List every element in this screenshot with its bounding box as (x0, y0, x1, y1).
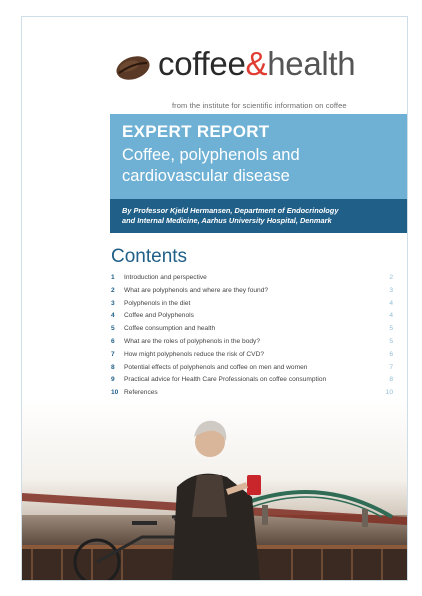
report-title-band (110, 114, 407, 199)
toc-number: 10 (111, 389, 119, 397)
toc-page: 5 (389, 325, 393, 333)
toc-item (111, 325, 393, 338)
toc-number: 9 (111, 376, 115, 384)
brand-name-health: health (267, 45, 356, 82)
brand-name-ampersand: & (245, 45, 268, 82)
toc-title: Coffee and Polyphenols (124, 312, 194, 320)
toc-number: 5 (111, 325, 115, 333)
toc-number: 1 (111, 274, 115, 281)
report-label: EXPERT REPORT (122, 122, 270, 141)
toc-page: 4 (389, 299, 393, 307)
author-line-2: and Internal Medicine, Aarhus University Hospital, Denmark (122, 216, 332, 225)
author-line-1: By Professor Kjeld Hermansen, Department of Endocrinology (122, 206, 339, 215)
brand-tagline: from the institute for scientific information on coffee (172, 101, 347, 110)
toc-page: 4 (389, 312, 393, 320)
toc-page: 6 (389, 350, 393, 358)
coffee-cup-icon (247, 475, 261, 495)
toc-number: 8 (111, 363, 115, 371)
toc-item (111, 364, 393, 377)
coffee-and-health-logo (114, 43, 404, 113)
toc-number: 2 (111, 286, 115, 294)
toc-title: How might polyphenols reduce the risk of CVD? (124, 350, 265, 358)
toc-title: Practical advice for Health Care Professionals on coffee consumption (124, 376, 327, 384)
brand-name-coffee: coffee (158, 45, 246, 82)
toc-page: 7 (389, 363, 393, 371)
toc-item (111, 287, 393, 300)
table-of-contents (111, 274, 393, 402)
toc-item (111, 274, 393, 287)
toc-title: What are the roles of polyphenols in the body? (124, 337, 260, 345)
toc-number: 6 (111, 337, 115, 345)
toc-number: 3 (111, 299, 115, 307)
toc-page: 3 (389, 286, 393, 294)
toc-item (111, 300, 393, 313)
toc-item (111, 338, 393, 351)
report-cover (21, 16, 408, 581)
toc-number: 4 (111, 312, 115, 320)
toc-page: 8 (389, 376, 393, 384)
brand-name (158, 45, 355, 83)
cover-photo (22, 397, 407, 580)
toc-item (111, 351, 393, 364)
report-title (122, 145, 402, 187)
report-title-line-1: Coffee, polyphenols and (122, 146, 300, 164)
author-band (110, 199, 407, 233)
toc-title: What are polyphenols and where are they found? (124, 286, 269, 294)
toc-page: 5 (389, 337, 393, 345)
coffee-bean-icon (114, 53, 152, 83)
toc-title: References (124, 389, 158, 397)
toc-title: Potential effects of polyphenols and coffee on men and women (124, 363, 308, 371)
toc-title: Polyphenols in the diet (124, 299, 191, 307)
report-title-line-2: cardiovascular disease (122, 167, 290, 185)
contents-heading: Contents (111, 246, 188, 267)
toc-page: 2 (389, 274, 393, 281)
toc-page: 10 (385, 389, 393, 397)
toc-title: Coffee consumption and health (124, 325, 216, 333)
report-author (122, 206, 402, 226)
toc-number: 7 (111, 350, 115, 358)
toc-title: Introduction and perspective (124, 274, 207, 281)
toc-item (111, 376, 393, 389)
toc-item (111, 312, 393, 325)
